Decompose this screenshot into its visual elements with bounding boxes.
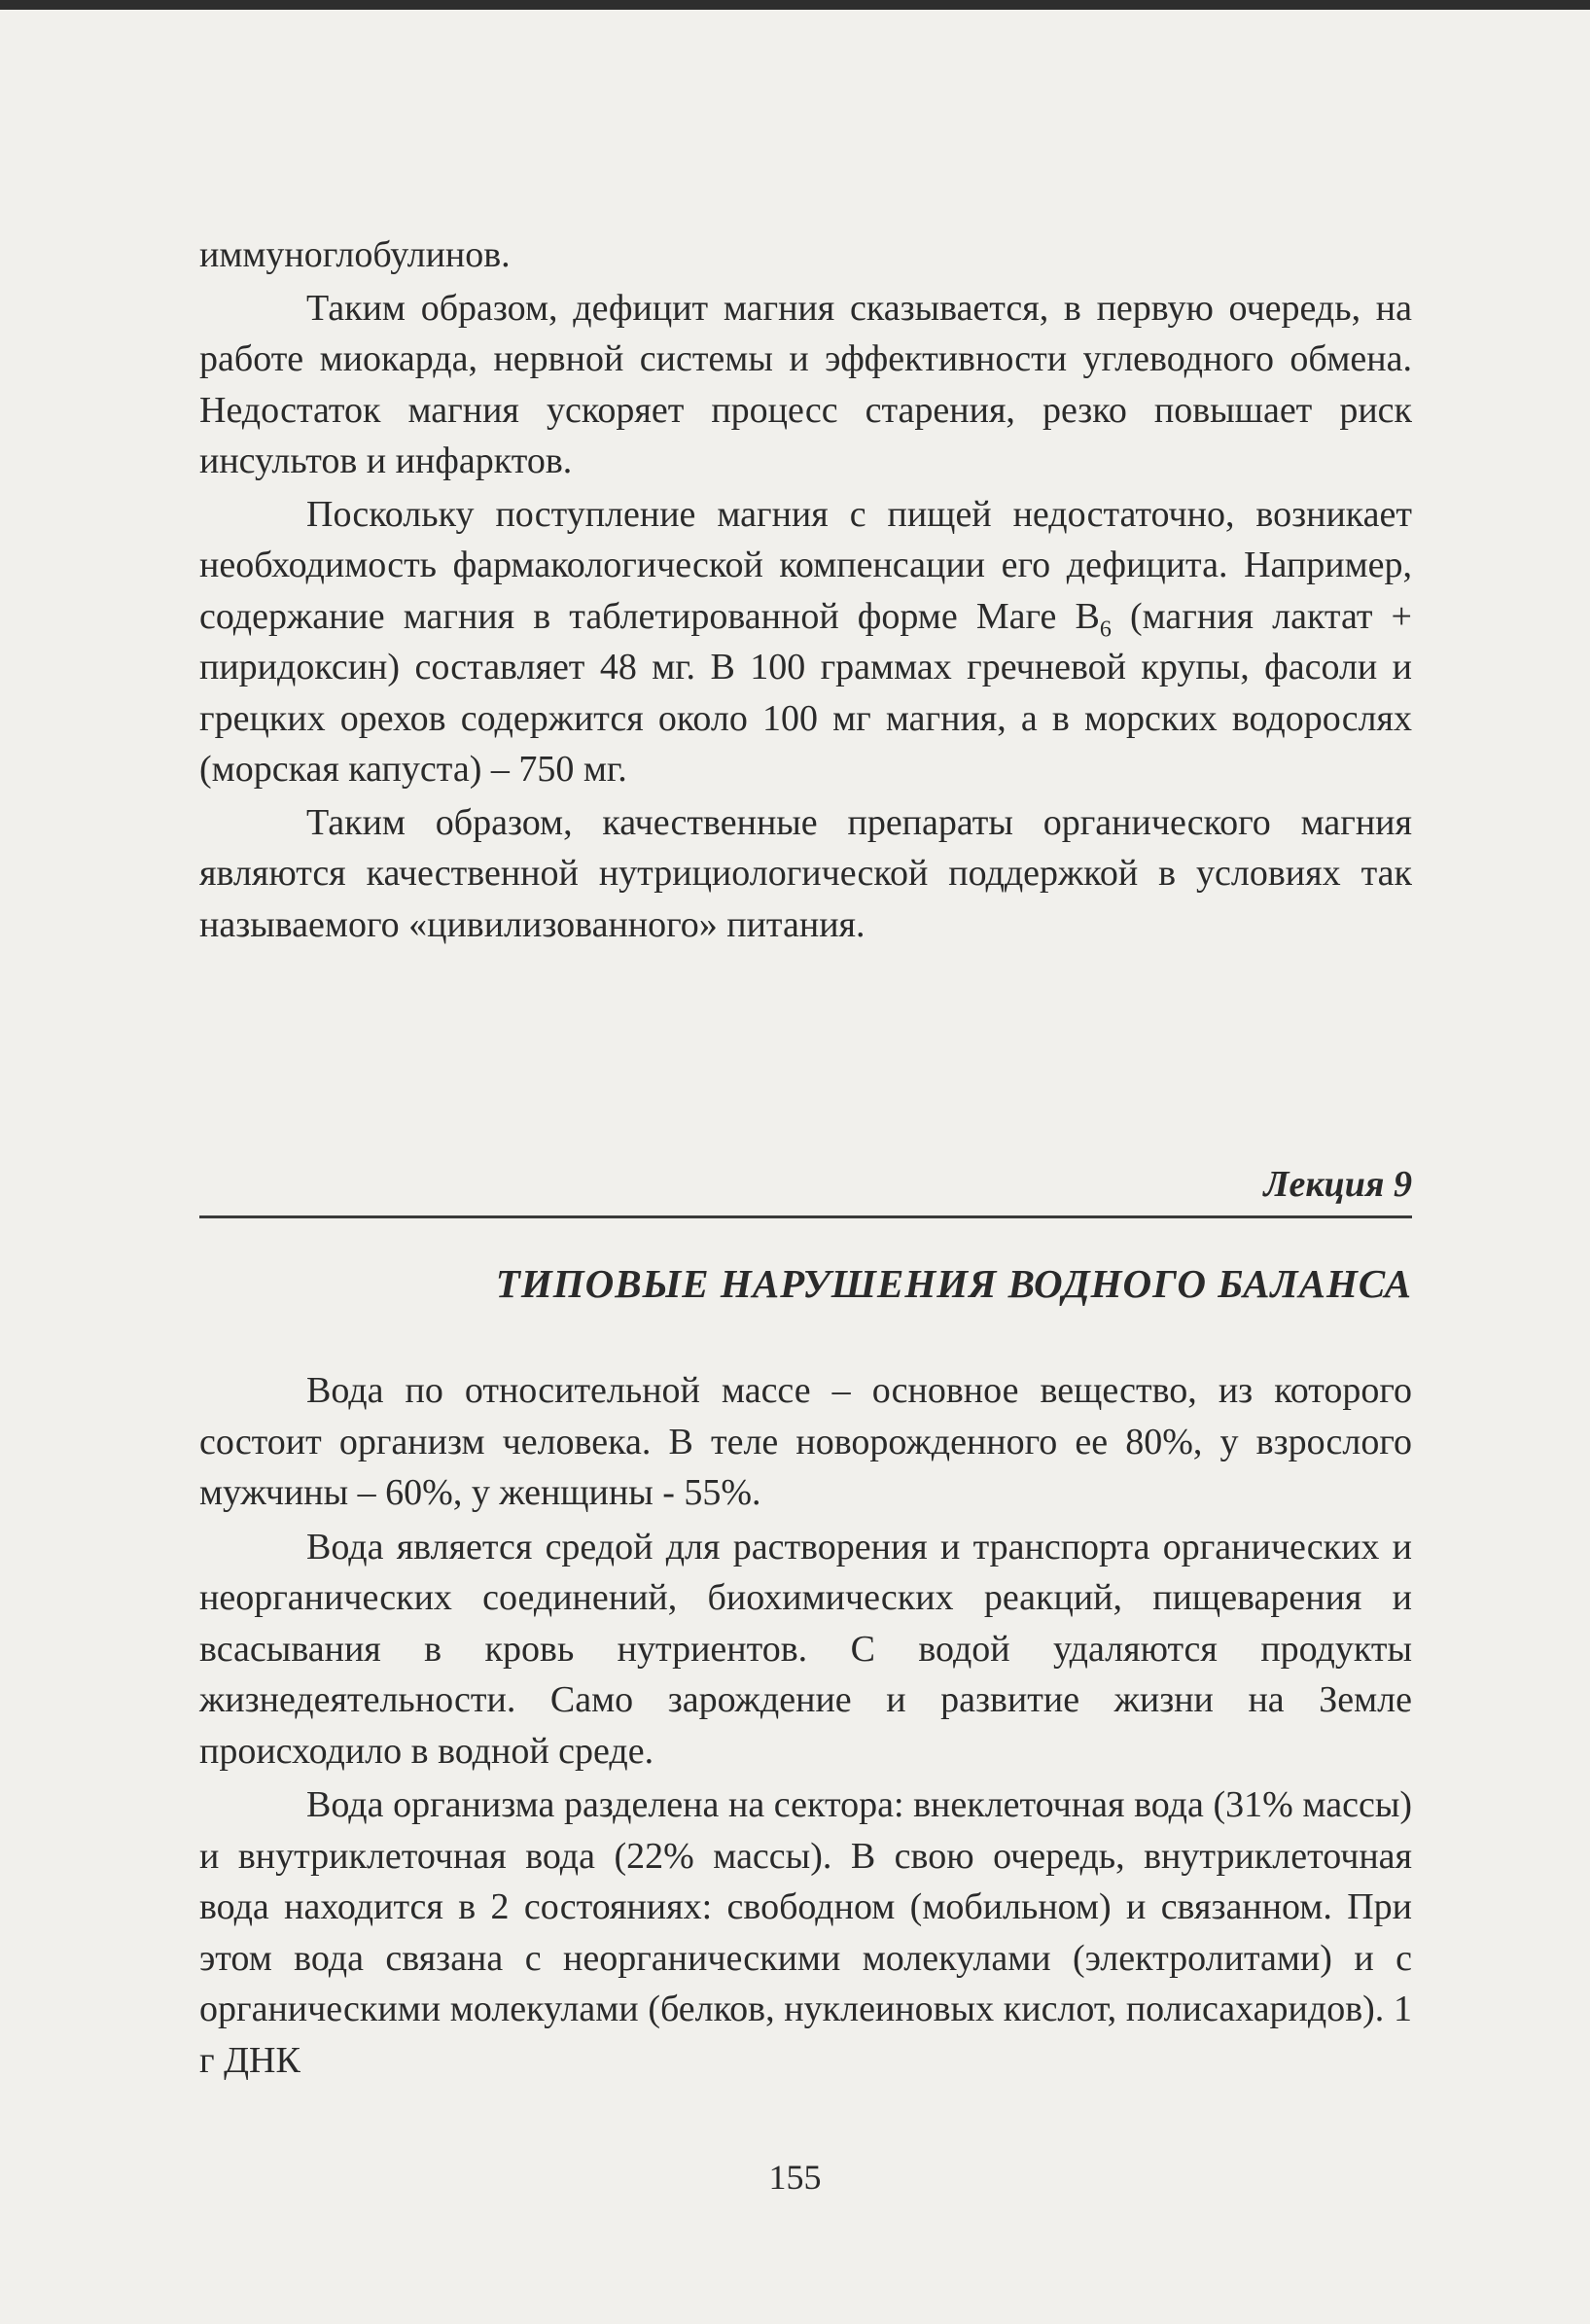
water-balance-section: [199, 1365, 1412, 2086]
paragraph: [199, 489, 1412, 795]
section-divider: [199, 1215, 1412, 1218]
paragraph: Таким образом, качественные препараты органического магния являются качественной нутрициологической поддержкой в условиях так называемого «цивилизованного» питания.: [199, 801, 1412, 945]
lecture-title: ТИПОВЫЕ НАРУШЕНИЯ ВОДНОГО БАЛАНСА: [495, 1261, 1412, 1306]
paragraph-text: (магния лактат + пиридоксин) составляет 48 мг. В 100 граммах гречневой крупы, фасоли и грецких орехов содержится около 100 мг магния, а в морских водорослях (морская капуста) – 750 мг.: [199, 595, 1412, 790]
paragraph: Вода по относительной массе – основное вещество, из которого состоит организм человека. В теле новорожденного ее 80%, у взрослого мужчины – 60%, у женщины - 55%.: [199, 1370, 1412, 1513]
lecture-label: Лекция 9: [1263, 1164, 1412, 1205]
paragraph-text: Поскольку поступление магния с пищей недостаточно, возникает необходимость фармакологической компенсации его дефицита. Например, содержание магния в таблетированной форме Маге В: [199, 493, 1412, 637]
book-page: [199, 229, 1412, 2081]
paragraph: Вода организма разделена на сектора: внеклеточная вода (31% массы) и внутриклеточная вода (22% массы). В свою очередь, внутриклеточная вода находится в 2 состояниях: свободном (мобильном) и связанном. При этом вода связана с неорганическими молекулами (электролитами) и с органическими молекулами (белков, нуклеиновых кислот, полисахаридов). 1 г ДНК: [199, 1784, 1412, 2081]
subscript: 6: [1099, 616, 1112, 643]
paragraph: Таким образом, дефицит магния сказывается, в первую очередь, на работе миокарда, нервной системы и эффективности углеводного обмена. Недостаток магния ускоряет процесс старения, резко повышает риск инсультов и инфарктов.: [199, 287, 1412, 481]
paragraph: иммуноглобулинов.: [199, 234, 511, 275]
page-number: 155: [768, 2158, 822, 2197]
scan-top-edge: [0, 0, 1590, 10]
paragraph: Вода является средой для растворения и транспорта органических и неорганических соединений, биохимических реакций, пищеварения и всасывания в кровь нутриентов. С водой удаляются продукты жизнедеятельности. Само зарождение и развитие жизни на Земле происходило в водной среде.: [199, 1526, 1412, 1772]
magnesium-section: [199, 229, 1412, 950]
